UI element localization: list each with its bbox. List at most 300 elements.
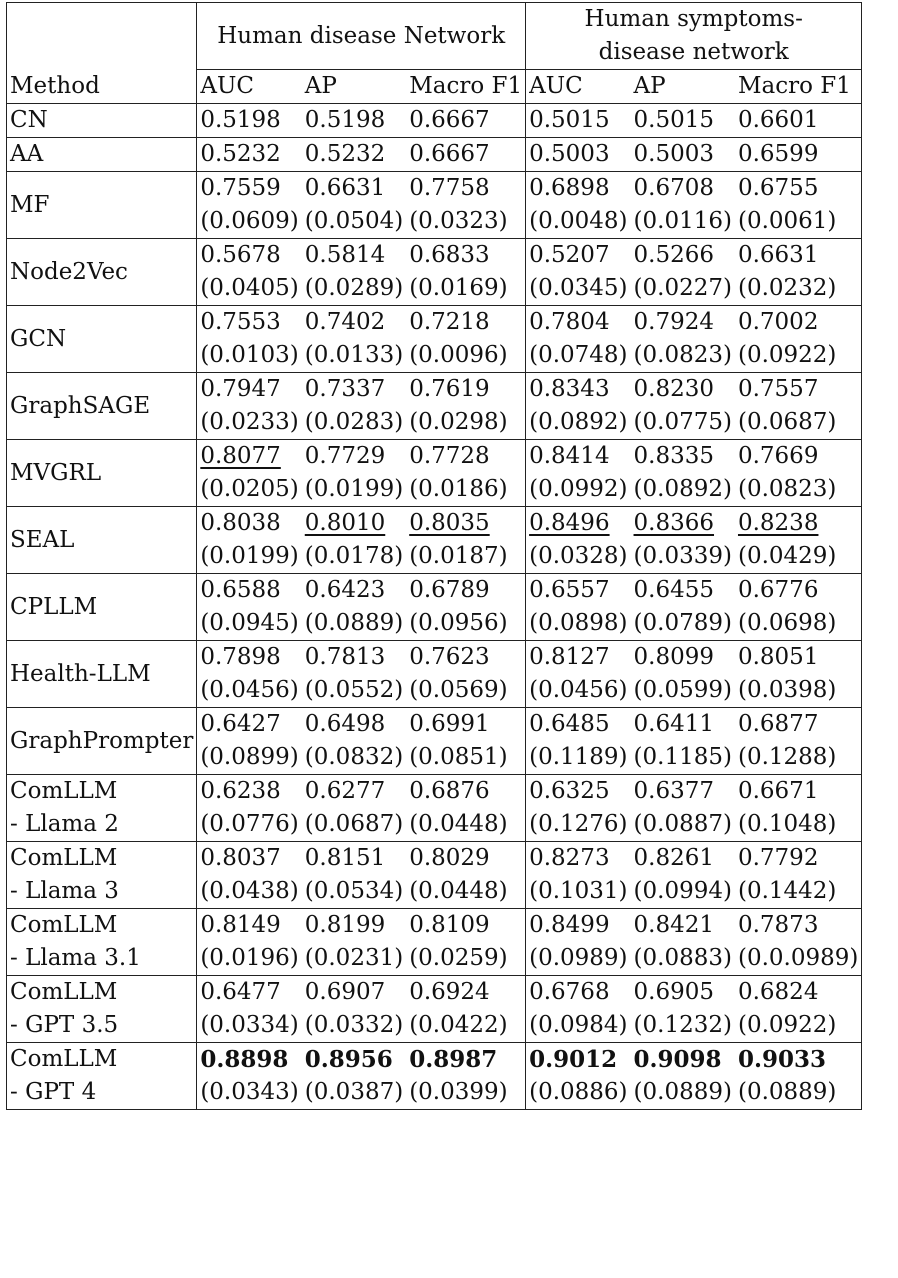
metric-std: (0.0887) xyxy=(633,811,732,837)
table-row xyxy=(7,373,862,440)
table-row xyxy=(7,641,862,708)
metric-value: 0.7619 xyxy=(409,376,490,402)
metric-cell xyxy=(302,440,406,507)
metric-cell xyxy=(526,138,631,172)
metric-std: (0.0186) xyxy=(409,476,508,502)
metric-cell xyxy=(302,842,406,909)
group-header-row xyxy=(7,3,862,70)
metric-value: 0.8414 xyxy=(529,443,610,469)
metric-value: 0.8261 xyxy=(633,845,715,871)
metric-value: 0.5015 xyxy=(633,107,715,133)
metric-header: Macro F1 xyxy=(735,70,862,104)
metric-cell xyxy=(735,172,862,239)
metric-header: AUC xyxy=(197,70,302,104)
metric-std: (0.0405) xyxy=(200,275,299,301)
metric-value: 0.7218 xyxy=(409,309,490,335)
metric-value: 0.6776 xyxy=(737,577,819,603)
metric-cell xyxy=(302,775,406,842)
metric-value: 0.8077 xyxy=(200,443,281,469)
metric-std: (0.0748) xyxy=(529,342,628,368)
metric-value: 0.7804 xyxy=(529,309,610,335)
table-row xyxy=(7,239,862,306)
metric-cell xyxy=(406,574,525,641)
method-name xyxy=(7,909,197,976)
metric-cell xyxy=(735,138,862,172)
group-header-line: disease network xyxy=(598,39,789,65)
metric-value: 0.9012 xyxy=(529,1046,618,1073)
table-row xyxy=(7,708,862,775)
metric-value: 0.5207 xyxy=(529,242,610,268)
metric-value: 0.6599 xyxy=(737,141,819,167)
metric-cell xyxy=(197,641,302,708)
metric-value: 0.7553 xyxy=(200,309,281,335)
method-name xyxy=(7,842,197,909)
metric-std: (0.0.0989) xyxy=(737,945,859,971)
metric-cell xyxy=(735,1043,862,1110)
method-name-line: GCN xyxy=(10,325,67,352)
metric-value: 0.8230 xyxy=(633,376,715,402)
metric-cell xyxy=(631,306,735,373)
metric-cell xyxy=(631,574,735,641)
metric-cell xyxy=(735,306,862,373)
metric-value: 0.8149 xyxy=(200,912,281,938)
metric-std: (0.0061) xyxy=(737,208,837,234)
metric-cell xyxy=(526,239,631,306)
metric-cell xyxy=(735,976,862,1043)
method-name xyxy=(7,138,197,172)
metric-value: 0.8127 xyxy=(529,644,610,670)
metric-value: 0.8037 xyxy=(200,845,281,871)
method-name-line: Health-LLM xyxy=(10,660,151,687)
metric-cell xyxy=(302,138,406,172)
metric-value: 0.8987 xyxy=(409,1046,498,1073)
method-header-blank xyxy=(7,3,197,70)
metric-cell xyxy=(526,306,631,373)
metric-value: 0.8366 xyxy=(633,510,715,536)
metric-std: (0.0387) xyxy=(304,1079,404,1105)
method-name-line: GraphPrompter xyxy=(10,727,194,754)
metric-value: 0.8343 xyxy=(529,376,610,402)
metric-value: 0.9033 xyxy=(737,1046,826,1073)
metric-value: 0.6588 xyxy=(200,577,281,603)
metric-cell xyxy=(197,574,302,641)
metric-cell xyxy=(526,842,631,909)
metric-cell xyxy=(526,373,631,440)
metric-cell xyxy=(526,976,631,1043)
metric-value: 0.7002 xyxy=(737,309,819,335)
table-row xyxy=(7,138,862,172)
metric-value: 0.6557 xyxy=(529,577,610,603)
method-name-line: - GPT 3.5 xyxy=(10,1012,119,1038)
metric-std: (0.0103) xyxy=(200,342,299,368)
metric-std: (0.0892) xyxy=(529,409,628,435)
metric-std: (0.0504) xyxy=(304,208,404,234)
metric-value: 0.6377 xyxy=(633,778,715,804)
metric-cell xyxy=(631,138,735,172)
metric-std: (0.0133) xyxy=(304,342,404,368)
metric-cell xyxy=(735,440,862,507)
metric-cell xyxy=(406,507,525,574)
metric-cell xyxy=(406,373,525,440)
metric-std: (0.0096) xyxy=(409,342,508,368)
metric-std: (0.0789) xyxy=(633,610,732,636)
method-name-line: - Llama 3.1 xyxy=(10,945,141,971)
metric-std: (0.0328) xyxy=(529,543,628,569)
metric-std: (0.0992) xyxy=(529,476,628,502)
metric-value: 0.8109 xyxy=(409,912,490,938)
metric-std: (0.0422) xyxy=(409,1012,508,1038)
metric-value: 0.8956 xyxy=(304,1046,393,1073)
metric-std: (0.0898) xyxy=(529,610,628,636)
metric-value: 0.6755 xyxy=(737,175,819,201)
metric-value: 0.8335 xyxy=(633,443,715,469)
metric-cell xyxy=(406,138,525,172)
metric-cell xyxy=(631,104,735,138)
method-name-line: - Llama 2 xyxy=(10,811,119,837)
metric-std: (0.0205) xyxy=(200,476,299,502)
method-name-line: GraphSAGE xyxy=(10,392,151,419)
table-row xyxy=(7,104,862,138)
metric-std: (0.0687) xyxy=(304,811,404,837)
metric-std: (0.0984) xyxy=(529,1012,628,1038)
metric-std: (0.0227) xyxy=(633,275,732,301)
metric-value: 0.7898 xyxy=(200,644,281,670)
metric-value: 0.6789 xyxy=(409,577,490,603)
metric-std: (0.0883) xyxy=(633,945,732,971)
metric-cell xyxy=(631,373,735,440)
metric-value: 0.6898 xyxy=(529,175,610,201)
metric-std: (0.0823) xyxy=(633,342,732,368)
metric-cell xyxy=(406,909,525,976)
metric-std: (0.0178) xyxy=(304,543,404,569)
metric-value: 0.7813 xyxy=(304,644,386,670)
metric-cell xyxy=(197,138,302,172)
metric-cell xyxy=(526,641,631,708)
metric-value: 0.6905 xyxy=(633,979,715,1005)
metric-value: 0.5015 xyxy=(529,107,610,133)
metric-value: 0.8496 xyxy=(529,510,610,536)
metric-cell xyxy=(735,775,862,842)
metric-cell xyxy=(735,909,862,976)
metric-header: AP xyxy=(631,70,735,104)
metric-std: (0.0922) xyxy=(737,342,837,368)
metric-std: (0.0456) xyxy=(200,677,299,703)
table-row xyxy=(7,842,862,909)
metric-std: (0.0343) xyxy=(200,1079,299,1105)
metric-cell xyxy=(197,440,302,507)
method-name xyxy=(7,775,197,842)
metric-value: 0.8199 xyxy=(304,912,386,938)
method-name xyxy=(7,641,197,708)
metric-value: 0.6631 xyxy=(304,175,386,201)
metric-std: (0.1185) xyxy=(633,744,732,770)
metric-std: (0.0552) xyxy=(304,677,404,703)
metric-value: 0.8051 xyxy=(737,644,819,670)
table-row xyxy=(7,775,862,842)
metric-std: (0.0199) xyxy=(304,476,404,502)
metric-std: (0.0448) xyxy=(409,811,508,837)
method-name-line: CPLLM xyxy=(10,593,98,620)
metric-std: (0.0199) xyxy=(200,543,299,569)
metric-value: 0.7337 xyxy=(304,376,386,402)
metric-value: 0.9098 xyxy=(633,1046,722,1073)
metric-cell xyxy=(197,306,302,373)
metric-value: 0.6991 xyxy=(409,711,490,737)
method-name-line: ComLLM xyxy=(10,912,118,938)
metric-value: 0.8038 xyxy=(200,510,281,536)
metric-cell xyxy=(406,239,525,306)
metric-std: (0.0339) xyxy=(633,543,732,569)
metric-value: 0.7792 xyxy=(737,845,819,871)
metric-std: (0.0289) xyxy=(304,275,404,301)
metric-cell xyxy=(526,1043,631,1110)
metric-std: (0.0456) xyxy=(529,677,628,703)
metric-value: 0.6427 xyxy=(200,711,281,737)
method-name-line: AA xyxy=(10,141,44,167)
metric-value: 0.5232 xyxy=(200,141,281,167)
metric-cell xyxy=(631,775,735,842)
metric-value: 0.6423 xyxy=(304,577,386,603)
metric-std: (0.0899) xyxy=(200,744,299,770)
metric-std: (0.0231) xyxy=(304,945,404,971)
metric-std: (0.1288) xyxy=(737,744,837,770)
metric-cell xyxy=(631,440,735,507)
metric-cell xyxy=(302,104,406,138)
metric-cell xyxy=(197,909,302,976)
method-name-line: - Llama 3 xyxy=(10,878,119,904)
table-row xyxy=(7,1043,862,1110)
metric-std: (0.0889) xyxy=(737,1079,837,1105)
metric-std: (0.0892) xyxy=(633,476,732,502)
method-name-line: CN xyxy=(10,107,48,133)
metric-std: (0.0332) xyxy=(304,1012,404,1038)
group-header-symptoms-disease xyxy=(526,3,862,70)
metric-cell xyxy=(406,104,525,138)
metric-std: (0.0398) xyxy=(737,677,837,703)
method-name-line: MF xyxy=(10,191,50,218)
metric-value: 0.6924 xyxy=(409,979,490,1005)
metric-value: 0.7947 xyxy=(200,376,281,402)
metric-cell xyxy=(302,574,406,641)
metric-value: 0.5003 xyxy=(633,141,715,167)
metric-std: (0.0945) xyxy=(200,610,299,636)
metric-cell xyxy=(197,172,302,239)
metric-cell xyxy=(631,842,735,909)
method-name-line: ComLLM xyxy=(10,979,118,1005)
metric-cell xyxy=(631,641,735,708)
metric-cell xyxy=(406,976,525,1043)
metric-value: 0.8035 xyxy=(409,510,490,536)
metric-cell xyxy=(302,306,406,373)
metric-value: 0.7402 xyxy=(304,309,386,335)
metric-std: (0.0922) xyxy=(737,1012,837,1038)
metric-cell xyxy=(406,775,525,842)
metric-value: 0.7728 xyxy=(409,443,490,469)
metric-std: (0.0832) xyxy=(304,744,404,770)
metric-cell xyxy=(631,976,735,1043)
table-row xyxy=(7,976,862,1043)
metric-cell xyxy=(406,1043,525,1110)
metric-cell xyxy=(197,239,302,306)
metric-cell xyxy=(735,239,862,306)
metric-value: 0.6477 xyxy=(200,979,281,1005)
metric-value: 0.6876 xyxy=(409,778,490,804)
metric-value: 0.6667 xyxy=(409,107,490,133)
metric-cell xyxy=(526,775,631,842)
method-name xyxy=(7,1043,197,1110)
metric-value: 0.8499 xyxy=(529,912,610,938)
metric-value: 0.7669 xyxy=(737,443,819,469)
metric-std: (0.0169) xyxy=(409,275,508,301)
metric-value: 0.6667 xyxy=(409,141,490,167)
metric-cell xyxy=(302,172,406,239)
metric-value: 0.7559 xyxy=(200,175,281,201)
metric-std: (0.0187) xyxy=(409,543,508,569)
metric-std: (0.1276) xyxy=(529,811,628,837)
metric-cell xyxy=(631,507,735,574)
table-row xyxy=(7,172,862,239)
metric-value: 0.6708 xyxy=(633,175,715,201)
metric-std: (0.0823) xyxy=(737,476,837,502)
metric-cell xyxy=(526,104,631,138)
metric-cell xyxy=(735,641,862,708)
metric-value: 0.8099 xyxy=(633,644,715,670)
metric-value: 0.7623 xyxy=(409,644,490,670)
metric-cell xyxy=(735,507,862,574)
metric-value: 0.5198 xyxy=(304,107,386,133)
metric-cell xyxy=(526,507,631,574)
metric-cell xyxy=(302,1043,406,1110)
metric-value: 0.6411 xyxy=(633,711,715,737)
metric-cell xyxy=(197,507,302,574)
metric-cell xyxy=(631,239,735,306)
metric-std: (0.0994) xyxy=(633,878,732,904)
method-name xyxy=(7,976,197,1043)
method-name-line: SEAL xyxy=(10,526,75,553)
metric-cell xyxy=(735,574,862,641)
metric-std: (0.0283) xyxy=(304,409,404,435)
metric-std: (0.0609) xyxy=(200,208,299,234)
metric-std: (0.0399) xyxy=(409,1079,508,1105)
metric-cell xyxy=(197,708,302,775)
metric-cell xyxy=(526,440,631,507)
group-header-line: Human symptoms- xyxy=(584,6,803,32)
method-name xyxy=(7,104,197,138)
method-name xyxy=(7,708,197,775)
metric-cell xyxy=(526,708,631,775)
metric-value: 0.6824 xyxy=(737,979,819,1005)
metric-cell xyxy=(197,842,302,909)
metric-cell xyxy=(735,104,862,138)
metric-std: (0.0569) xyxy=(409,677,508,703)
metric-value: 0.6601 xyxy=(737,107,819,133)
table-row xyxy=(7,507,862,574)
metric-cell xyxy=(735,373,862,440)
metric-value: 0.6631 xyxy=(737,242,819,268)
metric-value: 0.8421 xyxy=(633,912,715,938)
method-name-line: MVGRL xyxy=(10,459,102,486)
metric-std: (0.0889) xyxy=(633,1079,732,1105)
metric-std: (0.0776) xyxy=(200,811,299,837)
method-header: Method xyxy=(7,70,197,104)
metric-std: (0.0599) xyxy=(633,677,732,703)
metric-std: (0.1189) xyxy=(529,744,628,770)
metric-cell xyxy=(526,574,631,641)
table-row xyxy=(7,574,862,641)
metric-std: (0.1232) xyxy=(633,1012,732,1038)
results-table xyxy=(6,2,862,1110)
metric-value: 0.7729 xyxy=(304,443,386,469)
metric-value: 0.6833 xyxy=(409,242,490,268)
table-row xyxy=(7,909,862,976)
metric-value: 0.6498 xyxy=(304,711,386,737)
metric-cell xyxy=(302,708,406,775)
metric-cell xyxy=(526,172,631,239)
metric-std: (0.0989) xyxy=(529,945,628,971)
metric-std: (0.0775) xyxy=(633,409,732,435)
metric-cell xyxy=(406,440,525,507)
metric-std: (0.0196) xyxy=(200,945,299,971)
metric-cell xyxy=(406,172,525,239)
metric-cell xyxy=(735,842,862,909)
metric-cell xyxy=(406,641,525,708)
metric-std: (0.0438) xyxy=(200,878,299,904)
metric-std: (0.0851) xyxy=(409,744,508,770)
table-row xyxy=(7,440,862,507)
metric-std: (0.0334) xyxy=(200,1012,299,1038)
metric-cell xyxy=(302,239,406,306)
metric-cell xyxy=(526,909,631,976)
metric-value: 0.5232 xyxy=(304,141,386,167)
metric-cell xyxy=(302,507,406,574)
metric-value: 0.8273 xyxy=(529,845,610,871)
metric-cell xyxy=(302,909,406,976)
metric-cell xyxy=(302,641,406,708)
metric-std: (0.0534) xyxy=(304,878,404,904)
metric-value: 0.5198 xyxy=(200,107,281,133)
metric-cell xyxy=(197,775,302,842)
metric-header-row xyxy=(7,70,862,104)
metric-cell xyxy=(197,976,302,1043)
metric-std: (0.0698) xyxy=(737,610,837,636)
metric-std: (0.0448) xyxy=(409,878,508,904)
metric-std: (0.1442) xyxy=(737,878,837,904)
method-name xyxy=(7,172,197,239)
method-name xyxy=(7,239,197,306)
method-name xyxy=(7,574,197,641)
metric-header: Macro F1 xyxy=(406,70,525,104)
metric-value: 0.6907 xyxy=(304,979,386,1005)
metric-std: (0.0889) xyxy=(304,610,404,636)
metric-value: 0.6671 xyxy=(737,778,819,804)
metric-value: 0.6485 xyxy=(529,711,610,737)
method-name-line: ComLLM xyxy=(10,1046,118,1072)
metric-cell xyxy=(302,976,406,1043)
metric-cell xyxy=(631,909,735,976)
metric-std: (0.0886) xyxy=(529,1079,628,1105)
metric-value: 0.7758 xyxy=(409,175,490,201)
metric-value: 0.8238 xyxy=(737,510,819,536)
metric-cell xyxy=(406,842,525,909)
method-name-line: ComLLM xyxy=(10,778,118,804)
metric-value: 0.7557 xyxy=(737,376,819,402)
metric-cell xyxy=(631,172,735,239)
metric-value: 0.8029 xyxy=(409,845,490,871)
metric-std: (0.0429) xyxy=(737,543,837,569)
method-name xyxy=(7,507,197,574)
metric-cell xyxy=(406,708,525,775)
metric-std: (0.0687) xyxy=(737,409,837,435)
